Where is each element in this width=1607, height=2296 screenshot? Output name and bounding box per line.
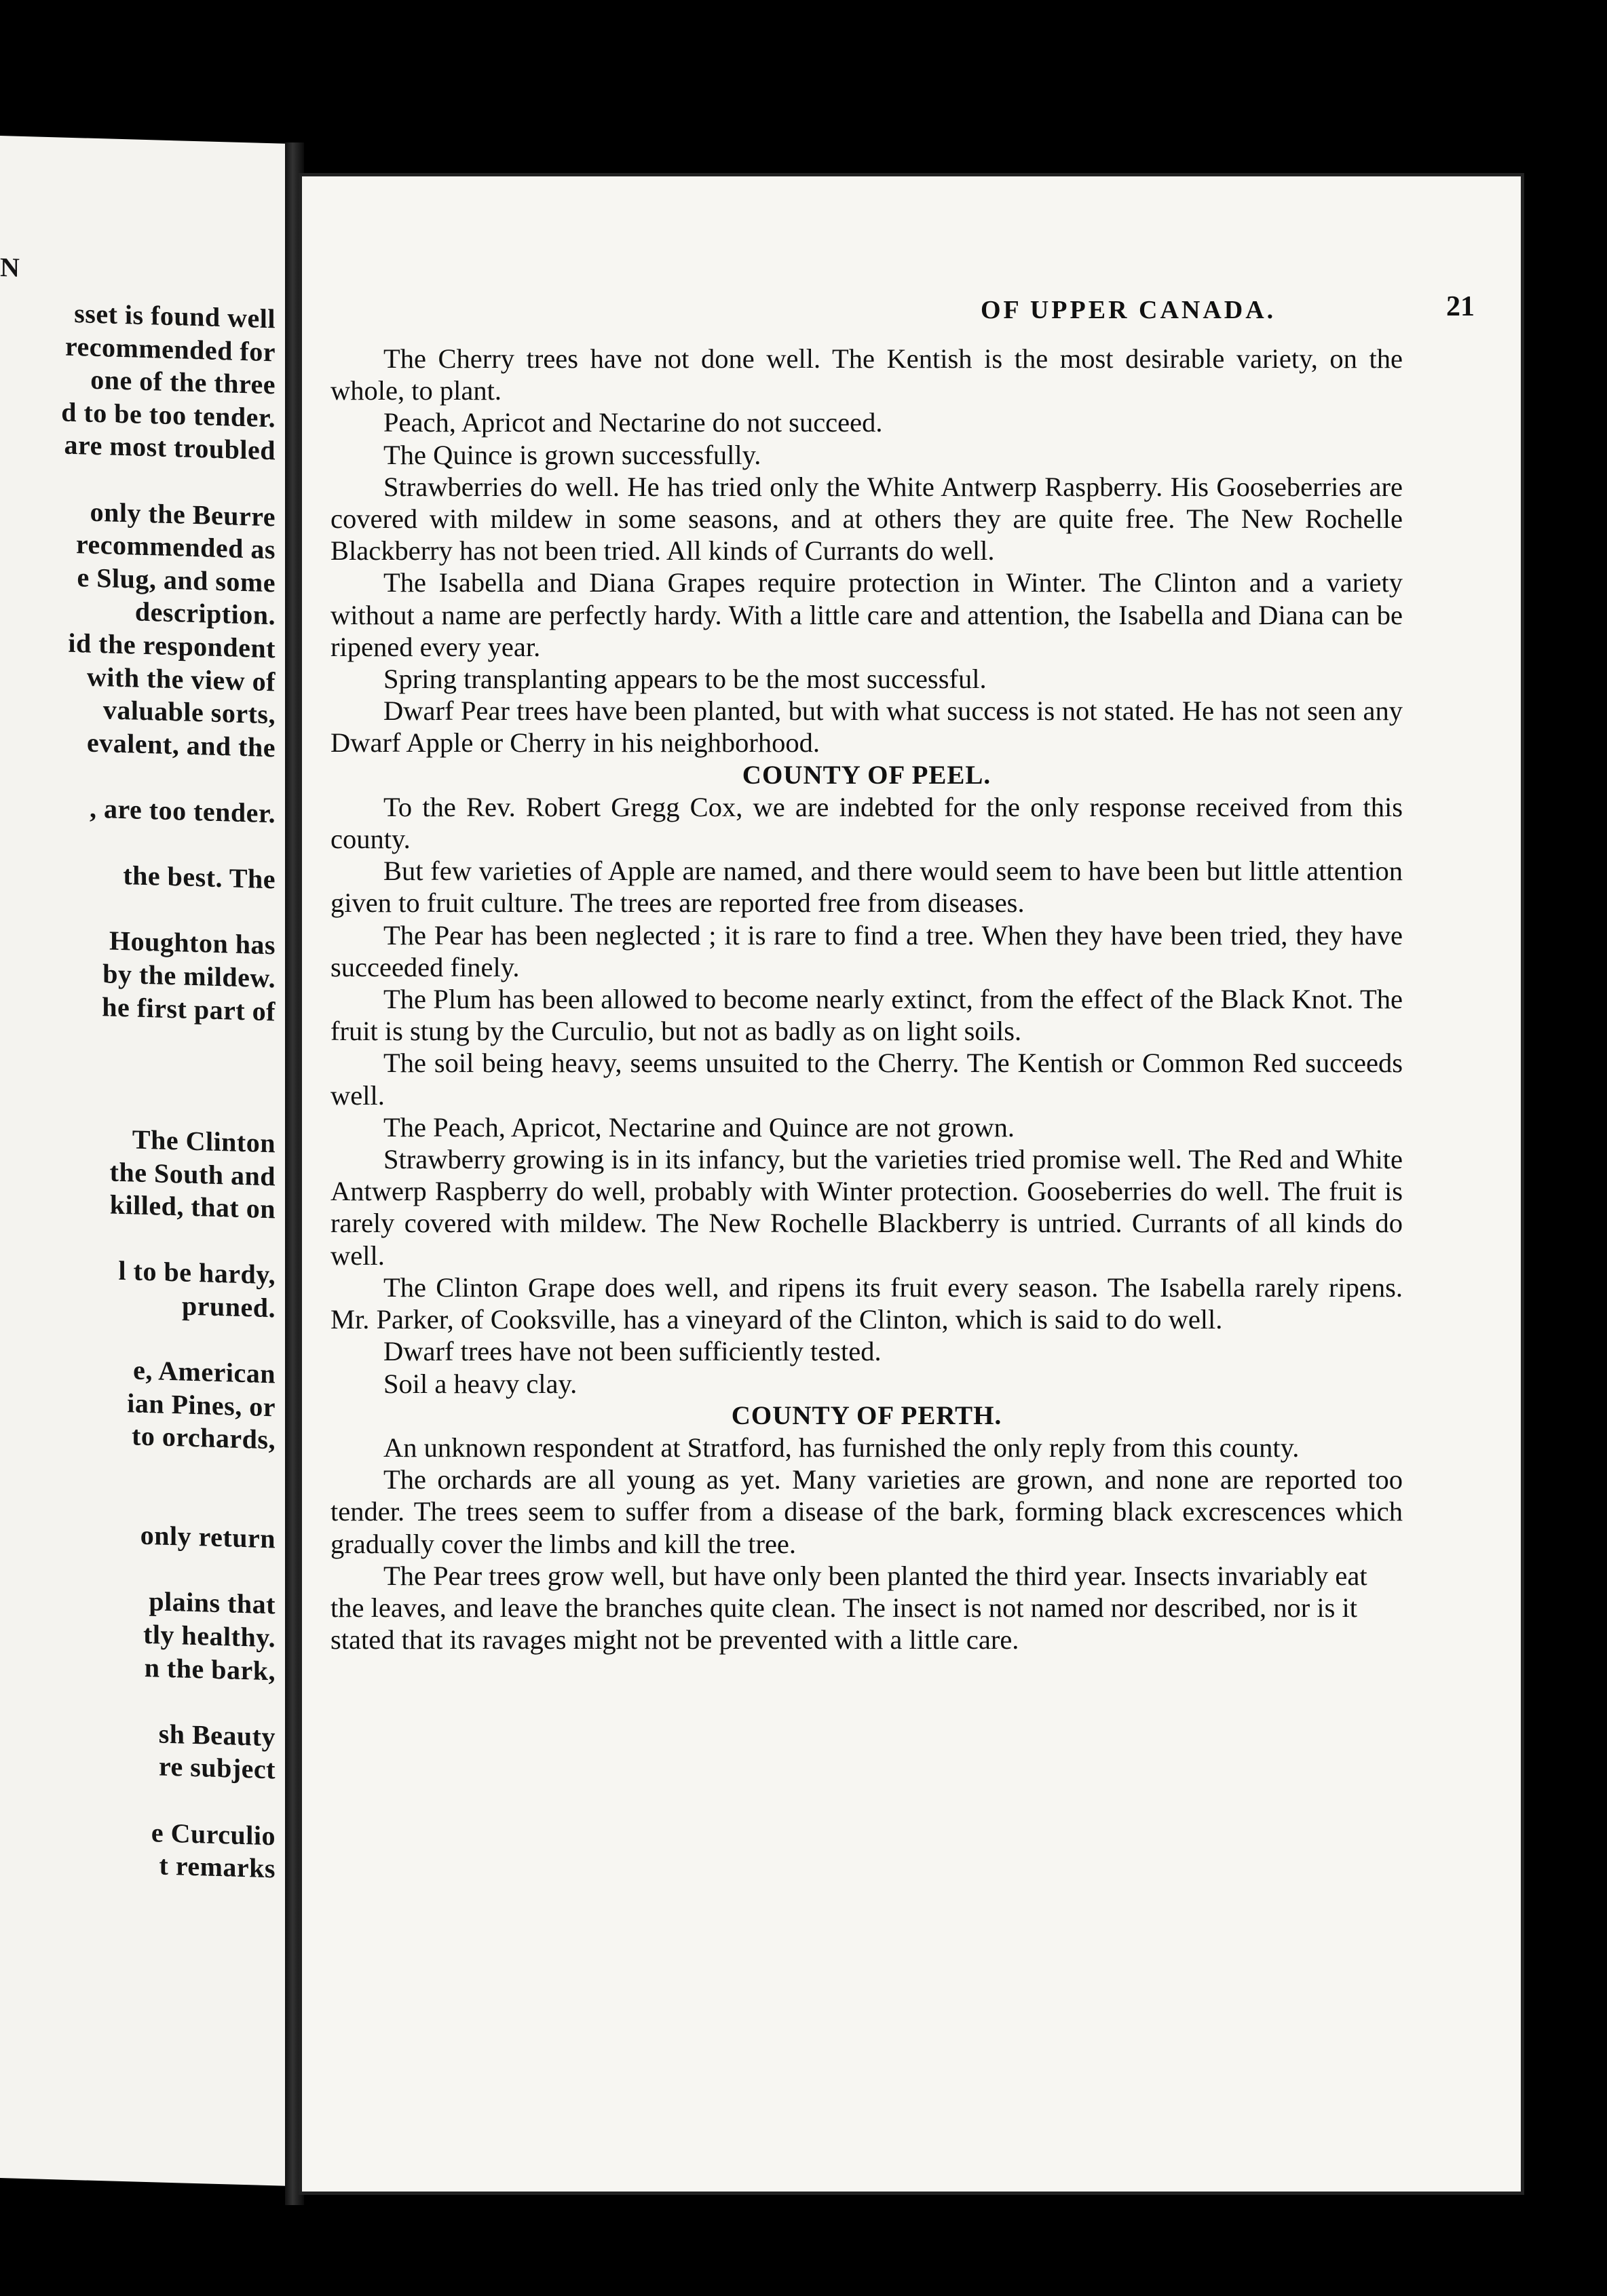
left-page-line: n the bark,	[144, 1651, 276, 1686]
paragraph: But few varieties of Apple are named, and there would seem to have been but little attention given to fruit culture. The trees are reported free from diseases.	[330, 856, 1403, 919]
paragraph: The orchards are all young as yet. Many varieties are grown, and none are reported too tender. The trees seem to suffer from a disease of the bark, forming black excrescences which gradually cover the limbs and kill the tree.	[330, 1464, 1403, 1559]
paragraph: Soil a heavy clay.	[383, 1368, 578, 1399]
left-page-line: sh Beauty	[158, 1718, 276, 1753]
paragraph: The Peach, Apricot, Nectarine and Quince are not grown.	[383, 1111, 1015, 1143]
left-page-line: only return	[140, 1519, 276, 1554]
left-page-line: e Curculio	[151, 1816, 276, 1851]
left-page-line: are most troubled	[64, 429, 276, 466]
left-page-line: recommended for	[65, 330, 276, 367]
left-page-line: with the view of	[87, 661, 276, 697]
paragraph: The Plum has been allowed to become nearly extinct, from the effect of the Black Knot. The fruit is stung by the Curculio, but not as badly as on light soils.	[330, 984, 1403, 1047]
left-page-line: description.	[134, 596, 276, 631]
left-page-line: one of the three	[90, 364, 276, 400]
left-page-line: only the Beurre	[90, 496, 276, 532]
left-page-line: the best. The	[123, 860, 276, 895]
paragraph: The Clinton Grape does well, and ripens its fruit every season. The Isabella rarely ripens. Mr. Parker, of Cooksville, has a vineyard of the Clinton, which is said to do well.	[330, 1271, 1403, 1335]
left-page-line: d to be too tender.	[61, 396, 276, 434]
left-page-header-fragment: N	[0, 252, 20, 283]
left-page-line: killed, that on	[109, 1189, 276, 1225]
left-page-line: , are too tender.	[89, 792, 276, 829]
left-page-line: sset is found well	[74, 298, 276, 334]
paragraph: The Quince is grown successfully.	[383, 439, 761, 470]
left-page-line: tly healthy.	[143, 1618, 276, 1653]
left-facing-page	[0, 136, 289, 2186]
left-page-line: id the respondent	[68, 627, 276, 664]
left-page-line: ian Pines, or	[127, 1388, 276, 1423]
paragraph: The Cherry trees have not done well. The Kentish is the most desirable variety, on the whole, to plant.	[330, 343, 1403, 406]
paragraph: The Pear has been neglected ; it is rare to find a tree. When they have been tried, they have succeeded finely.	[330, 919, 1403, 982]
paragraph: An unknown respondent at Stratford, has furnished the only reply from this county.	[383, 1432, 1300, 1463]
paragraph: The soil being heavy, seems unsuited to the Cherry. The Kentish or Common Red succeeds well.	[330, 1048, 1403, 1111]
right-page	[299, 173, 1524, 2195]
left-page-line: to orchards,	[132, 1420, 276, 1455]
paragraph: The Pear trees grow well, but have only been planted the third year. Insects invariably eat the leaves, and leave the branches quite clean. The insect is not named nor described, nor is it stated that its ravages might not be prevented with a little care.	[330, 1560, 1367, 1656]
left-page-line: Houghton has	[109, 925, 276, 961]
page-body-text	[330, 343, 1403, 1656]
paragraph: Spring transplanting appears to be the most successful.	[383, 664, 987, 695]
section-heading: COUNTY OF PEEL.	[742, 760, 991, 790]
left-page-line: by the mildew.	[102, 958, 276, 994]
paragraph: Strawberries do well. He has tried only the White Antwerp Raspberry. His Gooseberries are covered with mildew in some seasons, and at others they are quite free. The New Rochelle Blackberry has not been tried. All kinds of Currants do well.	[330, 471, 1403, 567]
left-page-text	[0, 136, 285, 1884]
left-page-line: re subject	[159, 1750, 276, 1785]
left-page-line: evalent, and the	[87, 727, 276, 763]
section-heading: COUNTY OF PERTH.	[731, 1400, 1002, 1430]
left-page-line: l to be hardy,	[118, 1255, 276, 1290]
paragraph: Dwarf trees have not been sufficiently tested.	[383, 1336, 882, 1367]
paragraph: Peach, Apricot and Nectarine do not succeed.	[383, 407, 883, 438]
paragraph: To the Rev. Robert Gregg Cox, we are indebted for the only response received from this county.	[330, 791, 1403, 855]
left-page-line: he first part of	[102, 991, 276, 1027]
left-page-line: e Slug, and some	[77, 561, 276, 598]
left-page-line: The Clinton	[132, 1124, 276, 1159]
paragraph: Dwarf Pear trees have been planted, but with what success is not stated. He has not seen any Dwarf Apple or Cherry in his neighborhood.	[330, 695, 1403, 759]
left-page-line: t remarks	[159, 1850, 276, 1884]
left-page-line: plains that	[149, 1586, 276, 1620]
running-head: OF UPPER CANADA.	[981, 296, 1277, 324]
left-page-line: pruned.	[182, 1290, 276, 1324]
paragraph: The Isabella and Diana Grapes require protection in Winter. The Clinton and a variety without a name are perfectly hardy. With a little care and attention, the Isabella and Diana can be ripened every year.	[330, 567, 1403, 662]
paragraph: Strawberry growing is in its infancy, but the varieties tried promise well. The Red and White Antwerp Raspberry do well, probably with Winter protection. Gooseberries do well. The fruit is rarely covered with mildew. The New Rochelle Blackberry is untried. Currants of all kinds do well.	[330, 1144, 1403, 1271]
left-page-line: the South and	[109, 1156, 276, 1191]
left-page-line: e, American	[133, 1354, 276, 1390]
left-page-line: recommended as	[76, 529, 276, 565]
page-number: 21	[1446, 291, 1475, 322]
left-page-line: valuable sorts,	[102, 694, 276, 730]
